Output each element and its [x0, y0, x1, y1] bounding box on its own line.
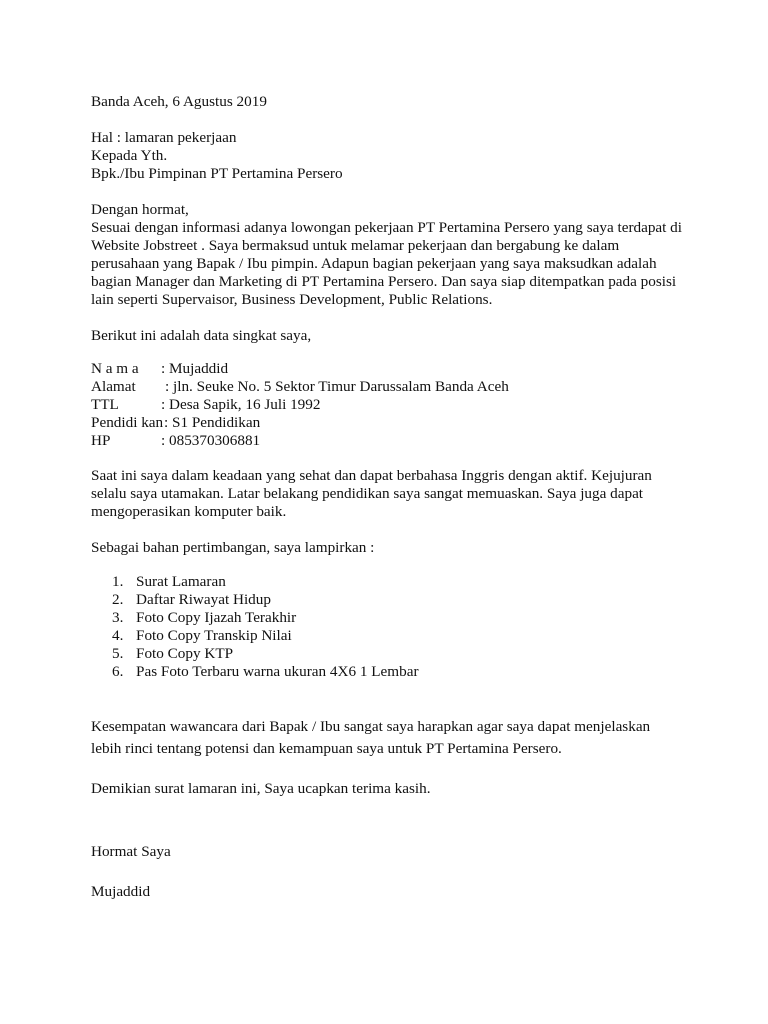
- recipient-line-2: Bpk./Ibu Pimpinan PT Pertamina Persero: [91, 165, 343, 182]
- list-text: Daftar Riwayat Hidup: [136, 591, 271, 608]
- data-value: : Desa Sapik, 16 Juli 1992: [161, 396, 321, 413]
- list-number: 4.: [112, 627, 124, 644]
- thanks-line: Demikian surat lamaran ini, Saya ucapkan terima kasih.: [91, 780, 431, 797]
- intro-line: lain seperti Supervaisor, Business Development, Public Relations.: [91, 291, 493, 308]
- data-intro: Berikut ini adalah data singkat saya,: [91, 327, 312, 344]
- condition-line: mengoperasikan komputer baik.: [91, 503, 287, 520]
- data-row: [91, 378, 509, 396]
- closing-line: Kesempatan wawancara dari Bapak / Ibu sangat saya harapkan agar saya dapat menjelaskan: [91, 718, 651, 735]
- data-label: HP: [91, 432, 111, 449]
- intro-line: perusahaan yang Bapak / Ibu pimpin. Adapun bagian pekerjaan yang saya maksudkan adalah: [91, 255, 657, 272]
- data-row: [91, 414, 260, 432]
- data-row: [91, 396, 320, 414]
- list-text: Foto Copy Transkip Nilai: [136, 627, 292, 644]
- data-label: Pendidi kan: [91, 414, 164, 431]
- data-value: : 085370306881: [161, 432, 261, 449]
- list-number: 1.: [112, 573, 124, 590]
- place-date: Banda Aceh, 6 Agustus 2019: [91, 93, 267, 110]
- list-number: 6.: [112, 663, 124, 680]
- subject-line: Hal : lamaran pekerjaan: [91, 129, 237, 146]
- data-label: TTL: [91, 396, 119, 413]
- list-text: Pas Foto Terbaru warna ukuran 4X6 1 Lembar: [136, 663, 419, 680]
- recipient-line-1: Kepada Yth.: [91, 147, 168, 164]
- sign-off: Hormat Saya: [91, 843, 171, 860]
- list-number: 2.: [112, 591, 124, 608]
- intro-line: Sesuai dengan informasi adanya lowongan pekerjaan PT Pertamina Persero yang saya terdapat di: [91, 219, 682, 236]
- data-row: [91, 360, 228, 378]
- data-value: : S1 Pendidikan: [164, 414, 261, 431]
- condition-line: selalu saya utamakan. Latar belakang pendidikan saya sangat memuaskan. Saya juga dapat: [91, 485, 644, 502]
- closing-line: lebih rinci tentang potensi dan kemampuan saya untuk PT Pertamina Persero.: [91, 740, 562, 757]
- data-row: [91, 432, 260, 450]
- intro-line: bagian Manager dan Marketing di PT Pertamina Persero. Dan saya siap ditempatkan pada posisi: [91, 273, 677, 290]
- data-value: : jln. Seuke No. 5 Sektor Timur Darussalam Banda Aceh: [165, 378, 509, 395]
- attachment-intro: Sebagai bahan pertimbangan, saya lampirkan :: [91, 539, 375, 556]
- list-number: 3.: [112, 609, 124, 626]
- data-label: N a m a: [91, 360, 139, 377]
- intro-line: Website Jobstreet . Saya bermaksud untuk melamar pekerjaan dan bergabung ke dalam: [91, 237, 620, 254]
- data-value: : Mujaddid: [161, 360, 229, 377]
- data-label: Alamat: [91, 378, 136, 395]
- condition-line: Saat ini saya dalam keadaan yang sehat dan dapat berbahasa Inggris dengan aktif. Kejujuran: [91, 467, 652, 484]
- list-number: 5.: [112, 645, 124, 662]
- greeting: Dengan hormat,: [91, 201, 189, 218]
- list-text: Foto Copy KTP: [136, 645, 234, 662]
- list-text: Foto Copy Ijazah Terakhir: [136, 609, 297, 626]
- signer-name: Mujaddid: [91, 883, 151, 900]
- list-text: Surat Lamaran: [136, 573, 226, 590]
